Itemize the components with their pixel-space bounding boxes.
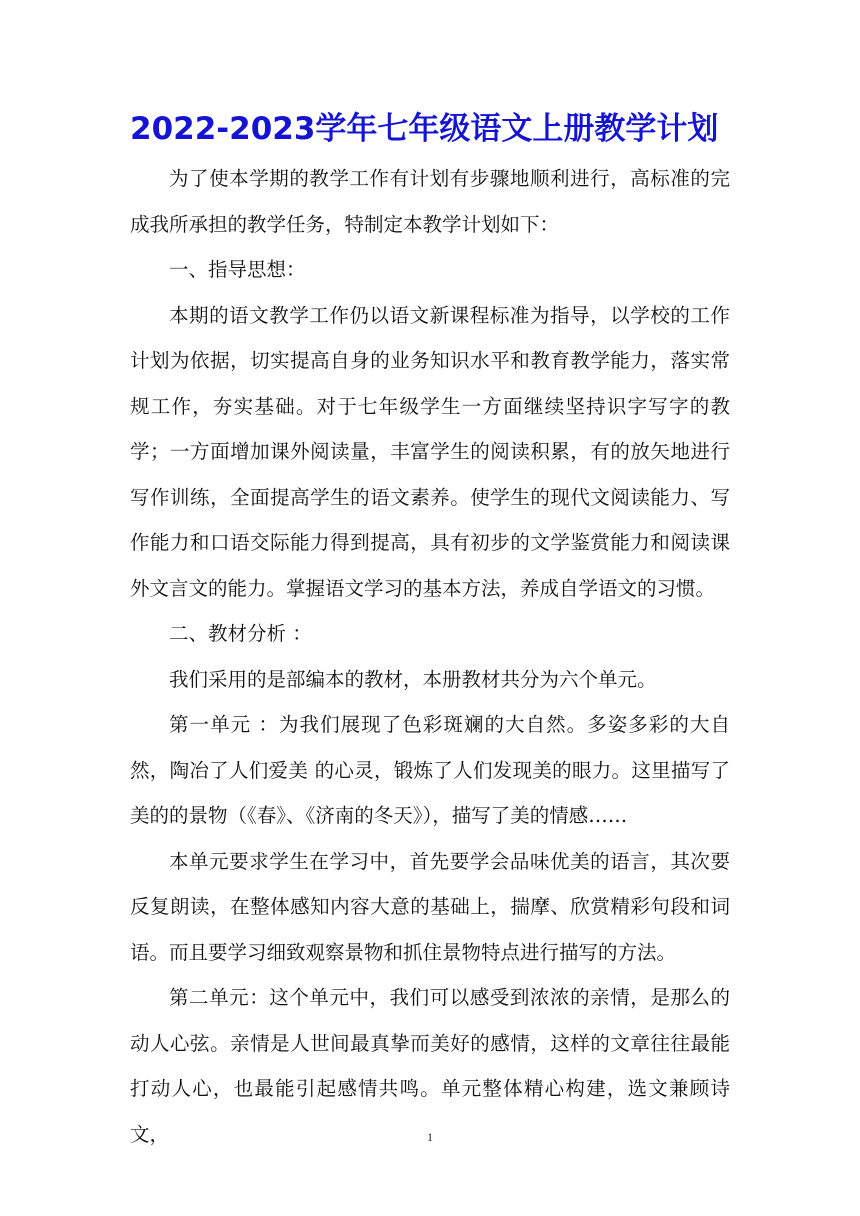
unit-one-requirements-paragraph: 本单元要求学生在学习中，首先要学会品味优美的语言，其次要反复朗读，在整体感知内容大意的基础上，揣摩、欣赏精彩句段和词语。而且要学习细致观察景物和抓住景物特点进行描写的方法。	[130, 849, 730, 964]
section-heading-textbook-analysis: 二、教材分析 ：	[169, 622, 312, 645]
document-title: 2022-2023学年七年级语文上册教学计划	[130, 111, 719, 147]
intro-paragraph: 为了使本学期的教学工作有计划有步骤地顺利进行，高标准的完成我所承担的教学任务，特制定本教学计划如下：	[130, 167, 730, 236]
section-heading-guiding-ideology: 一、指导思想：	[169, 258, 306, 281]
page-number: 1	[427, 1130, 433, 1144]
textbook-overview-paragraph: 我们采用的是部编本的教材，本册教材共分为六个单元。	[169, 667, 657, 691]
unit-one-paragraph: 第一单元 ：为我们展现了色彩斑斓的大自然。多姿多彩的大自然，陶冶了人们爱美 的心灵，锻炼了人们发现美的眼力。这里描写了美的的景物（《春》、《济南的冬天》），描写了美的情感……	[130, 713, 730, 827]
unit-two-paragraph: 第二单元：这个单元中，我们可以感受到浓浓的亲情，是那么的动人心弦。亲情是人世间最真挚而美好的感情，这样的文章往往最能打动人心，也最能引起感情共鸣。单元整体精心构建，选文兼顾诗文，	[130, 986, 730, 1146]
guiding-ideology-paragraph: 本期的语文教学工作仍以语文新课程标准为指导，以学校的工作计划为依据，切实提高自身的业务知识水平和教育教学能力，落实常规工作，夯实基础。对于七年级学生一方面继续坚持识字写字的教学；一方面增加课外阅读量，丰富学生的阅读积累，有的放矢地进行写作训练，全面提高学生的语文素养。使学生的现代文阅读能力、写作能力和口语交际能力得到提高，具有初步的文学鉴赏能力和阅读课外文言文的能力。掌握语文学习的基本方法，养成自学语文的习惯。	[130, 303, 730, 600]
document-body	[130, 156, 730, 1157]
